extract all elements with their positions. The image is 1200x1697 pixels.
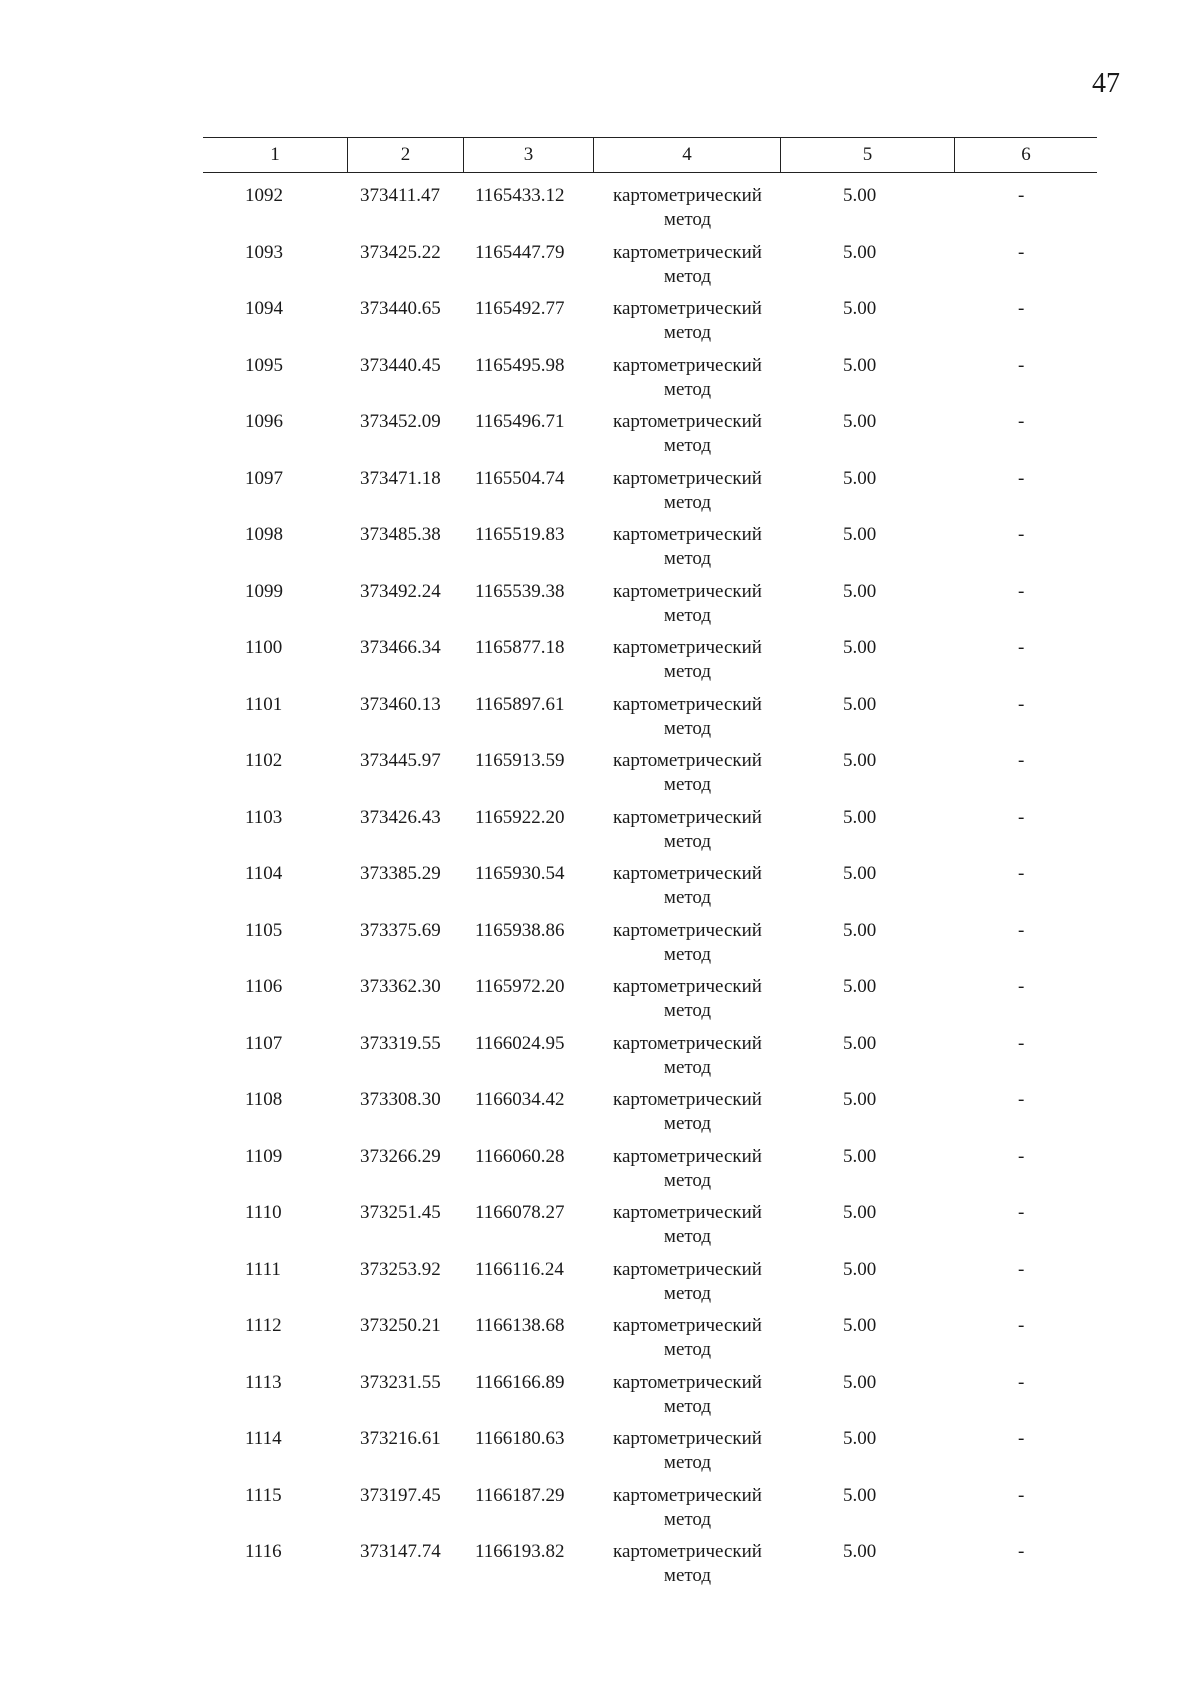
table-row	[203, 1314, 1097, 1371]
point-number-cell: 1116	[245, 1541, 282, 1562]
note-cell: -	[1018, 185, 1025, 206]
method-cell	[594, 1145, 781, 1202]
coordinate-y-cell: 1165972.20	[475, 976, 565, 997]
note-cell: -	[1018, 919, 1025, 941]
method-line-1: картометрический	[613, 1145, 762, 1167]
page-number: 47	[1092, 68, 1120, 99]
table-row	[203, 693, 1097, 750]
accuracy-cell: 5.00	[843, 1484, 877, 1506]
method-line-2: метод	[663, 1452, 712, 1473]
note-cell: -	[1018, 1371, 1025, 1393]
accuracy-cell: 5.00	[843, 919, 877, 941]
coordinate-x-cell: 373362.30	[360, 976, 441, 997]
accuracy-cell: 5.00	[843, 411, 877, 432]
method-cell	[594, 975, 781, 1032]
note-cell: -	[1018, 524, 1025, 545]
table-row	[203, 523, 1097, 580]
method-line-2: метод	[663, 1113, 712, 1134]
method-line-2: метод	[663, 1565, 712, 1586]
coordinate-y-cell: 1165938.86	[475, 919, 565, 941]
method-line-2: метод	[663, 1169, 712, 1191]
coordinate-x-cell: 373440.45	[360, 354, 441, 376]
coordinate-y-cell: 1165433.12	[475, 185, 565, 206]
coordinates-table	[203, 137, 1097, 1597]
table-row	[203, 1088, 1097, 1145]
method-line-1: картометрический	[613, 1428, 762, 1449]
accuracy-cell: 5.00	[843, 1428, 877, 1449]
method-line-1: картометрический	[613, 863, 762, 884]
accuracy-cell: 5.00	[843, 750, 877, 771]
coordinate-y-cell: 1165913.59	[475, 750, 565, 771]
method-cell	[594, 862, 781, 919]
coordinate-y-cell: 1165539.38	[475, 580, 565, 602]
method-cell	[594, 1088, 781, 1145]
method-line-2: метод	[663, 209, 712, 230]
column-header-5: 5	[781, 138, 955, 172]
point-number-cell: 1095	[245, 354, 283, 376]
coordinate-y-cell: 1165877.18	[475, 637, 565, 658]
note-cell: -	[1018, 863, 1025, 884]
note-cell: -	[1018, 1484, 1025, 1506]
point-number-cell: 1096	[245, 411, 283, 432]
table-row	[203, 1371, 1097, 1428]
coordinate-x-cell: 373426.43	[360, 806, 441, 828]
method-line-2: метод	[663, 717, 712, 739]
table-row	[203, 467, 1097, 524]
point-number-cell: 1105	[245, 919, 283, 941]
accuracy-cell: 5.00	[843, 806, 877, 828]
method-line-2: метод	[663, 1395, 712, 1417]
accuracy-cell: 5.00	[843, 1089, 877, 1110]
method-cell	[594, 241, 781, 298]
coordinate-x-cell: 373411.47	[360, 185, 441, 206]
accuracy-cell: 5.00	[843, 863, 877, 884]
note-cell: -	[1018, 580, 1025, 602]
point-number-cell: 1111	[245, 1258, 281, 1280]
method-cell	[594, 1540, 781, 1597]
method-cell	[594, 806, 781, 863]
point-number-cell: 1104	[245, 863, 283, 884]
point-number-cell: 1102	[245, 750, 283, 771]
method-line-1: картометрический	[613, 806, 762, 828]
method-line-1: картометрический	[613, 637, 762, 658]
method-line-2: метод	[663, 1282, 712, 1304]
column-header-1: 1	[203, 138, 348, 172]
accuracy-cell: 5.00	[843, 1032, 877, 1054]
coordinate-x-cell: 373250.21	[360, 1315, 441, 1336]
note-cell: -	[1018, 467, 1025, 489]
method-line-1: картометрический	[613, 750, 762, 771]
coordinate-x-cell: 373319.55	[360, 1032, 441, 1054]
coordinate-y-cell: 1165519.83	[475, 524, 565, 545]
note-cell: -	[1018, 354, 1025, 376]
method-line-1: картометрический	[613, 185, 762, 206]
table-row	[203, 580, 1097, 637]
method-cell	[594, 354, 781, 411]
note-cell: -	[1018, 1315, 1025, 1336]
accuracy-cell: 5.00	[843, 354, 877, 376]
accuracy-cell: 5.00	[843, 1371, 877, 1393]
method-line-2: метод	[663, 322, 712, 343]
point-number-cell: 1094	[245, 298, 283, 319]
note-cell: -	[1018, 1428, 1025, 1449]
accuracy-cell: 5.00	[843, 467, 877, 489]
method-cell	[594, 693, 781, 750]
method-line-2: метод	[663, 1056, 712, 1078]
point-number-cell: 1115	[245, 1484, 282, 1506]
accuracy-cell: 5.00	[843, 241, 877, 263]
coordinate-x-cell: 373440.65	[360, 298, 441, 319]
coordinate-y-cell: 1165930.54	[475, 863, 565, 884]
point-number-cell: 1110	[245, 1202, 282, 1223]
method-line-1: картометрический	[613, 1032, 762, 1054]
method-line-1: картометрический	[613, 467, 762, 489]
note-cell: -	[1018, 1202, 1025, 1223]
coordinate-x-cell: 373485.38	[360, 524, 441, 545]
method-line-2: метод	[663, 774, 712, 795]
accuracy-cell: 5.00	[843, 693, 877, 715]
method-line-2: метод	[663, 1339, 712, 1360]
note-cell: -	[1018, 750, 1025, 771]
method-line-2: метод	[663, 548, 712, 569]
column-header-4: 4	[594, 138, 781, 172]
note-cell: -	[1018, 806, 1025, 828]
coordinate-x-cell: 373308.30	[360, 1089, 441, 1110]
coordinate-y-cell: 1166060.28	[475, 1145, 565, 1167]
note-cell: -	[1018, 693, 1025, 715]
table-row	[203, 806, 1097, 863]
coordinate-y-cell: 1165447.79	[475, 241, 565, 263]
column-header-3: 3	[464, 138, 594, 172]
table-row	[203, 1258, 1097, 1315]
table-row	[203, 184, 1097, 241]
method-cell	[594, 297, 781, 354]
coordinate-x-cell: 373445.97	[360, 750, 441, 771]
coordinate-y-cell: 1165496.71	[475, 411, 565, 432]
coordinate-x-cell: 373251.45	[360, 1202, 441, 1223]
point-number-cell: 1093	[245, 241, 283, 263]
coordinate-x-cell: 373197.45	[360, 1484, 441, 1506]
method-cell	[594, 580, 781, 637]
method-line-1: картометрический	[613, 1371, 762, 1393]
point-number-cell: 1103	[245, 806, 283, 828]
accuracy-cell: 5.00	[843, 524, 877, 545]
note-cell: -	[1018, 1258, 1025, 1280]
coordinate-y-cell: 1166034.42	[475, 1089, 565, 1110]
coordinate-x-cell: 373375.69	[360, 919, 441, 941]
method-cell	[594, 919, 781, 976]
column-header-2: 2	[348, 138, 464, 172]
method-line-2: метод	[663, 830, 712, 852]
method-line-2: метод	[663, 1000, 712, 1021]
method-line-2: метод	[663, 491, 712, 513]
method-cell	[594, 1314, 781, 1371]
coordinate-x-cell: 373492.24	[360, 580, 441, 602]
method-cell	[594, 749, 781, 806]
coordinate-y-cell: 1165492.77	[475, 298, 565, 319]
table-row	[203, 1427, 1097, 1484]
method-line-1: картометрический	[613, 693, 762, 715]
method-cell	[594, 467, 781, 524]
coordinate-x-cell: 373266.29	[360, 1145, 441, 1167]
note-cell: -	[1018, 637, 1025, 658]
accuracy-cell: 5.00	[843, 637, 877, 658]
method-line-1: картометрический	[613, 1258, 762, 1280]
coordinate-x-cell: 373385.29	[360, 863, 441, 884]
method-line-1: картометрический	[613, 298, 762, 319]
method-line-1: картометрический	[613, 524, 762, 545]
coordinate-y-cell: 1165495.98	[475, 354, 565, 376]
coordinate-x-cell: 373466.34	[360, 637, 441, 658]
point-number-cell: 1112	[245, 1315, 282, 1336]
coordinate-y-cell: 1165504.74	[475, 467, 565, 489]
table-body	[203, 184, 1097, 1597]
point-number-cell: 1114	[245, 1428, 282, 1449]
method-line-2: метод	[663, 378, 712, 400]
method-cell	[594, 1427, 781, 1484]
table-row	[203, 1540, 1097, 1597]
coordinate-y-cell: 1166166.89	[475, 1371, 565, 1393]
coordinate-y-cell: 1166180.63	[475, 1428, 565, 1449]
method-cell	[594, 410, 781, 467]
table-row	[203, 636, 1097, 693]
table-row	[203, 241, 1097, 298]
note-cell: -	[1018, 1541, 1025, 1562]
accuracy-cell: 5.00	[843, 1258, 877, 1280]
method-line-1: картометрический	[613, 241, 762, 263]
coordinate-x-cell: 373216.61	[360, 1428, 441, 1449]
point-number-cell: 1107	[245, 1032, 283, 1054]
method-line-1: картометрический	[613, 1089, 762, 1110]
method-line-2: метод	[663, 435, 712, 456]
method-cell	[594, 523, 781, 580]
point-number-cell: 1100	[245, 637, 283, 658]
point-number-cell: 1106	[245, 976, 283, 997]
accuracy-cell: 5.00	[843, 1145, 877, 1167]
method-line-2: метод	[663, 604, 712, 626]
table-row	[203, 1484, 1097, 1541]
table-header-row	[203, 137, 1097, 173]
method-line-1: картометрический	[613, 1315, 762, 1336]
method-line-2: метод	[663, 887, 712, 908]
method-line-1: картометрический	[613, 1202, 762, 1223]
point-number-cell: 1092	[245, 185, 283, 206]
table-row	[203, 1201, 1097, 1258]
table-row	[203, 1145, 1097, 1202]
method-line-1: картометрический	[613, 976, 762, 997]
coordinate-x-cell: 373425.22	[360, 241, 441, 263]
coordinate-y-cell: 1166138.68	[475, 1315, 565, 1336]
accuracy-cell: 5.00	[843, 580, 877, 602]
point-number-cell: 1101	[245, 693, 283, 715]
table-row	[203, 862, 1097, 919]
coordinate-y-cell: 1165922.20	[475, 806, 565, 828]
point-number-cell: 1108	[245, 1089, 283, 1110]
coordinate-x-cell: 373471.18	[360, 467, 441, 489]
method-cell	[594, 1484, 781, 1541]
coordinate-y-cell: 1165897.61	[475, 693, 565, 715]
method-line-2: метод	[663, 943, 712, 965]
note-cell: -	[1018, 298, 1025, 319]
method-line-2: метод	[663, 1508, 712, 1530]
method-line-2: метод	[663, 1226, 712, 1247]
method-cell	[594, 1258, 781, 1315]
method-cell	[594, 1032, 781, 1089]
accuracy-cell: 5.00	[843, 185, 877, 206]
accuracy-cell: 5.00	[843, 976, 877, 997]
method-line-1: картометрический	[613, 580, 762, 602]
coordinate-x-cell: 373253.92	[360, 1258, 441, 1280]
column-header-6: 6	[1021, 144, 1031, 165]
coordinate-x-cell: 373452.09	[360, 411, 441, 432]
point-number-cell: 1113	[245, 1371, 282, 1393]
coordinate-y-cell: 1166187.29	[475, 1484, 565, 1506]
table-row	[203, 975, 1097, 1032]
table-row	[203, 354, 1097, 411]
method-line-1: картометрический	[613, 354, 762, 376]
note-cell: -	[1018, 241, 1025, 263]
coordinate-x-cell: 373231.55	[360, 1371, 441, 1393]
method-line-1: картометрический	[613, 411, 762, 432]
method-cell	[594, 636, 781, 693]
method-cell	[594, 184, 781, 241]
coordinate-y-cell: 1166024.95	[475, 1032, 565, 1054]
note-cell: -	[1018, 1032, 1025, 1054]
method-cell	[594, 1371, 781, 1428]
table-row	[203, 297, 1097, 354]
coordinate-y-cell: 1166116.24	[475, 1258, 564, 1280]
method-line-1: картометрический	[613, 919, 762, 941]
method-line-2: метод	[663, 265, 712, 287]
method-cell	[594, 1201, 781, 1258]
coordinate-y-cell: 1166193.82	[475, 1541, 565, 1562]
accuracy-cell: 5.00	[843, 1541, 877, 1562]
point-number-cell: 1109	[245, 1145, 283, 1167]
coordinate-x-cell: 373460.13	[360, 693, 441, 715]
point-number-cell: 1098	[245, 524, 283, 545]
table-row	[203, 410, 1097, 467]
accuracy-cell: 5.00	[843, 298, 877, 319]
table-row	[203, 919, 1097, 976]
coordinate-y-cell: 1166078.27	[475, 1202, 565, 1223]
table-row	[203, 749, 1097, 806]
method-line-1: картометрический	[613, 1541, 762, 1562]
method-line-2: метод	[663, 661, 712, 682]
note-cell: -	[1018, 976, 1025, 997]
note-cell: -	[1018, 1145, 1025, 1167]
method-line-1: картометрический	[613, 1484, 762, 1506]
accuracy-cell: 5.00	[843, 1315, 877, 1336]
coordinate-x-cell: 373147.74	[360, 1541, 441, 1562]
point-number-cell: 1097	[245, 467, 283, 489]
note-cell: -	[1018, 1089, 1025, 1110]
accuracy-cell: 5.00	[843, 1202, 877, 1223]
point-number-cell: 1099	[245, 580, 283, 602]
table-row	[203, 1032, 1097, 1089]
note-cell: -	[1018, 411, 1025, 432]
